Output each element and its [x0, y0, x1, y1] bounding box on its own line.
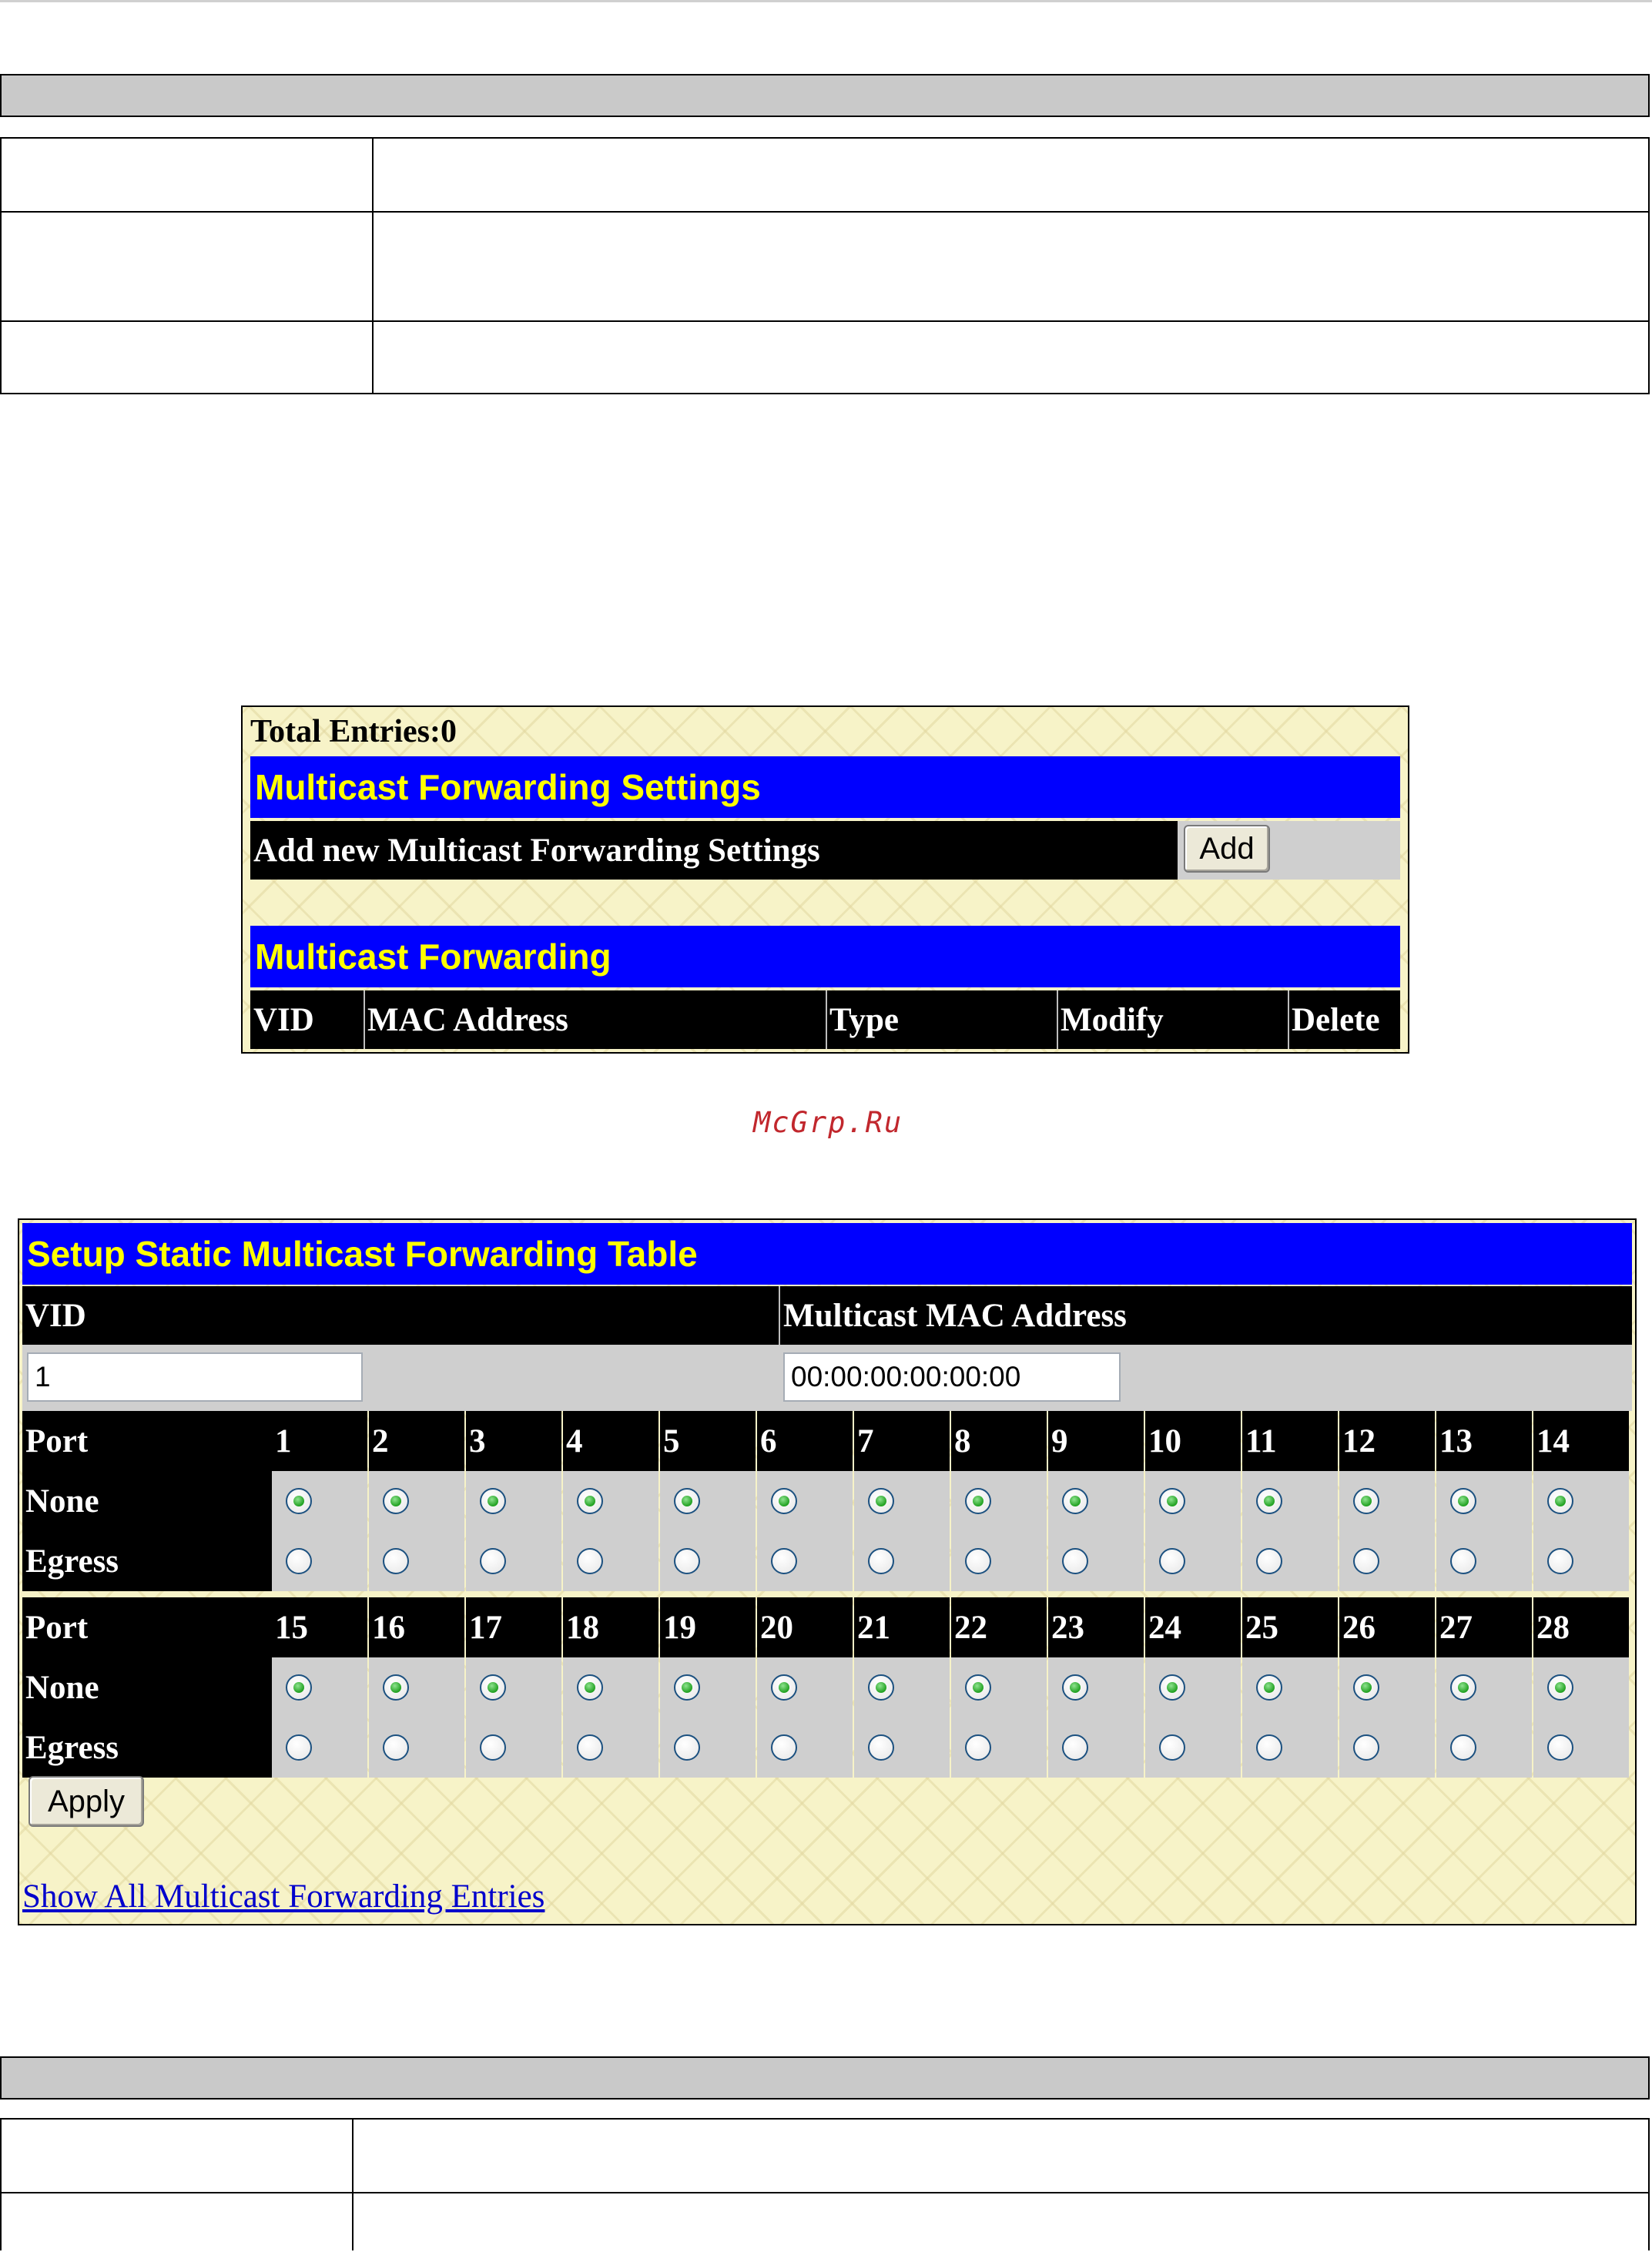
- port-number-header: 14: [1533, 1411, 1629, 1471]
- column-header-mac-address: MAC Address: [364, 990, 826, 1049]
- column-header-delete: Delete: [1288, 990, 1400, 1049]
- column-separator: [1288, 990, 1289, 1049]
- none-radio-port-12[interactable]: [1353, 1488, 1379, 1514]
- egress-radio-port-6[interactable]: [771, 1548, 797, 1574]
- radio-cell-none: [951, 1657, 1047, 1717]
- port-number-header: 24: [1145, 1597, 1241, 1657]
- none-radio-port-9[interactable]: [1062, 1488, 1088, 1514]
- radio-cell-none: [272, 1471, 367, 1531]
- port-number-header: 19: [660, 1597, 756, 1657]
- radio-cell-none: [757, 1471, 853, 1531]
- radio-cell-none: [1533, 1657, 1629, 1717]
- doc-table-1-row: [2, 213, 1648, 322]
- column-header-type: Type: [826, 990, 1057, 1049]
- radio-cell-none: [466, 1657, 561, 1717]
- column-separator: [364, 990, 365, 1049]
- column-header-vid: VID: [250, 990, 364, 1049]
- radio-cell-egress: [1145, 1717, 1241, 1778]
- port-number-header: 10: [1145, 1411, 1241, 1471]
- doc-table-1-column-divider: [372, 139, 374, 393]
- column-header-modify: Modify: [1057, 990, 1288, 1049]
- multicast-mac-input[interactable]: [783, 1352, 1121, 1402]
- radio-cell-none: [563, 1657, 658, 1717]
- none-radio-port-3[interactable]: [480, 1488, 506, 1514]
- row-label-none: None: [22, 1657, 272, 1717]
- none-radio-port-24[interactable]: [1159, 1674, 1185, 1701]
- radio-cell-egress: [1145, 1531, 1241, 1591]
- none-radio-port-5[interactable]: [674, 1488, 700, 1514]
- egress-radio-port-10[interactable]: [1159, 1548, 1185, 1574]
- radio-cell-none: [1048, 1471, 1144, 1531]
- watermark: McGrp.Ru: [753, 1106, 903, 1139]
- egress-radio-port-5[interactable]: [674, 1548, 700, 1574]
- none-radio-port-27[interactable]: [1450, 1674, 1476, 1701]
- radio-cell-egress: [369, 1531, 464, 1591]
- apply-button[interactable]: Apply: [28, 1776, 144, 1827]
- port-number-header: 23: [1048, 1597, 1144, 1657]
- port-number-header: 26: [1339, 1597, 1435, 1657]
- radio-cell-egress: [1533, 1531, 1629, 1591]
- add-settings-label: Add new Multicast Forwarding Settings: [250, 821, 1178, 880]
- doc-table-2-row: [2, 2120, 1648, 2193]
- radio-cell-none: [1533, 1471, 1629, 1531]
- egress-radio-port-16[interactable]: [383, 1734, 409, 1761]
- top-rule: [0, 0, 1652, 2]
- radio-cell-none: [369, 1657, 464, 1717]
- radio-cell-egress: [660, 1717, 756, 1778]
- none-radio-port-21[interactable]: [868, 1674, 894, 1701]
- add-button-cell: [1178, 821, 1400, 880]
- radio-cell-none: [660, 1657, 756, 1717]
- radio-cell-none: [466, 1471, 561, 1531]
- doc-table-1-row: [2, 139, 1648, 213]
- port-number-header: 6: [757, 1411, 853, 1471]
- egress-radio-port-1[interactable]: [286, 1548, 312, 1574]
- port-number-header: 7: [854, 1411, 950, 1471]
- radio-cell-none: [563, 1471, 658, 1531]
- port-number-header: 8: [951, 1411, 1047, 1471]
- port-number-header: 28: [1533, 1597, 1629, 1657]
- egress-radio-port-21[interactable]: [868, 1734, 894, 1761]
- port-number-header: 16: [369, 1597, 464, 1657]
- port-number-header: 3: [466, 1411, 561, 1471]
- egress-radio-port-27[interactable]: [1450, 1734, 1476, 1761]
- egress-radio-port-4[interactable]: [577, 1548, 603, 1574]
- column-separator: [779, 1286, 780, 1345]
- port-number-header: 11: [1242, 1411, 1338, 1471]
- row-label-egress: Egress: [22, 1531, 272, 1591]
- port-number-header: 4: [563, 1411, 658, 1471]
- egress-radio-port-9[interactable]: [1062, 1548, 1088, 1574]
- egress-radio-port-12[interactable]: [1353, 1548, 1379, 1574]
- radio-cell-egress: [1436, 1531, 1532, 1591]
- doc-table-1-row: [2, 322, 1648, 394]
- none-radio-port-16[interactable]: [383, 1674, 409, 1701]
- none-radio-port-22[interactable]: [965, 1674, 991, 1701]
- egress-radio-port-26[interactable]: [1353, 1734, 1379, 1761]
- radio-cell-none: [1145, 1471, 1241, 1531]
- radio-cell-egress: [1242, 1531, 1338, 1591]
- doc-table-1-header-bar: [0, 74, 1650, 117]
- none-radio-port-4[interactable]: [577, 1488, 603, 1514]
- doc-table-2-column-divider: [352, 2120, 354, 2250]
- none-radio-port-2[interactable]: [383, 1488, 409, 1514]
- none-radio-port-10[interactable]: [1159, 1488, 1185, 1514]
- egress-radio-port-18[interactable]: [577, 1734, 603, 1761]
- none-radio-port-20[interactable]: [771, 1674, 797, 1701]
- radio-cell-egress: [951, 1531, 1047, 1591]
- radio-cell-egress: [951, 1717, 1047, 1778]
- none-radio-port-19[interactable]: [674, 1674, 700, 1701]
- total-entries: Total Entries:0: [250, 714, 457, 749]
- radio-cell-egress: [1533, 1717, 1629, 1778]
- radio-cell-egress: [757, 1531, 853, 1591]
- none-radio-port-18[interactable]: [577, 1674, 603, 1701]
- forwarding-section-title: Multicast Forwarding: [250, 926, 1400, 987]
- none-radio-port-6[interactable]: [771, 1488, 797, 1514]
- radio-cell-none: [660, 1471, 756, 1531]
- none-radio-port-23[interactable]: [1062, 1674, 1088, 1701]
- none-radio-port-15[interactable]: [286, 1674, 312, 1701]
- egress-radio-port-19[interactable]: [674, 1734, 700, 1761]
- port-number-header: 5: [660, 1411, 756, 1471]
- port-number-header: 18: [563, 1597, 658, 1657]
- radio-cell-none: [1436, 1471, 1532, 1531]
- port-number-header: 21: [854, 1597, 950, 1657]
- radio-cell-none: [369, 1471, 464, 1531]
- radio-cell-egress: [272, 1531, 367, 1591]
- radio-cell-none: [951, 1471, 1047, 1531]
- radio-cell-none: [1048, 1657, 1144, 1717]
- port-grid: [22, 1411, 1632, 1784]
- egress-radio-port-17[interactable]: [480, 1734, 506, 1761]
- setup-static-multicast-panel: [18, 1218, 1637, 1925]
- radio-cell-egress: [1242, 1717, 1338, 1778]
- egress-radio-port-8[interactable]: [965, 1548, 991, 1574]
- vid-label: VID: [22, 1286, 780, 1345]
- row-label-none: None: [22, 1471, 272, 1531]
- input-row: [22, 1345, 1632, 1411]
- radio-cell-egress: [272, 1717, 367, 1778]
- radio-cell-none: [1242, 1657, 1338, 1717]
- port-number-header: 15: [272, 1597, 367, 1657]
- row-label-port: Port: [22, 1411, 272, 1471]
- radio-cell-none: [854, 1657, 950, 1717]
- egress-radio-port-22[interactable]: [965, 1734, 991, 1761]
- none-radio-port-13[interactable]: [1450, 1488, 1476, 1514]
- radio-cell-none: [272, 1657, 367, 1717]
- egress-radio-port-2[interactable]: [383, 1548, 409, 1574]
- multicast-forwarding-panel: [241, 705, 1409, 1054]
- radio-cell-egress: [854, 1531, 950, 1591]
- none-radio-port-26[interactable]: [1353, 1674, 1379, 1701]
- port-number-header: 2: [369, 1411, 464, 1471]
- egress-radio-port-7[interactable]: [868, 1548, 894, 1574]
- radio-cell-none: [1242, 1471, 1338, 1531]
- radio-cell-egress: [563, 1531, 658, 1591]
- settings-section-title: Multicast Forwarding Settings: [250, 756, 1400, 818]
- setup-table-title: Setup Static Multicast Forwarding Table: [22, 1223, 1632, 1285]
- radio-cell-egress: [1048, 1531, 1144, 1591]
- radio-cell-egress: [466, 1531, 561, 1591]
- radio-cell-none: [1436, 1657, 1532, 1717]
- add-button[interactable]: Add: [1184, 825, 1270, 873]
- radio-cell-none: [757, 1657, 853, 1717]
- doc-table-1: [0, 137, 1650, 394]
- none-radio-port-28[interactable]: [1547, 1674, 1573, 1701]
- none-radio-port-14[interactable]: [1547, 1488, 1573, 1514]
- radio-cell-egress: [1339, 1531, 1435, 1591]
- egress-radio-port-20[interactable]: [771, 1734, 797, 1761]
- doc-table-2: [0, 2118, 1650, 2250]
- radio-cell-none: [1339, 1657, 1435, 1717]
- none-radio-port-7[interactable]: [868, 1488, 894, 1514]
- multicast-mac-label: Multicast MAC Address: [780, 1286, 1632, 1345]
- radio-cell-none: [1339, 1471, 1435, 1531]
- port-number-header: 13: [1436, 1411, 1532, 1471]
- radio-cell-egress: [1436, 1717, 1532, 1778]
- egress-radio-port-23[interactable]: [1062, 1734, 1088, 1761]
- port-number-header: 17: [466, 1597, 561, 1657]
- doc-table-2-row: [2, 2193, 1648, 2252]
- port-number-header: 1: [272, 1411, 367, 1471]
- radio-cell-egress: [563, 1717, 658, 1778]
- egress-radio-port-28[interactable]: [1547, 1734, 1573, 1761]
- none-radio-port-8[interactable]: [965, 1488, 991, 1514]
- row-label-egress: Egress: [22, 1717, 272, 1778]
- radio-cell-egress: [369, 1717, 464, 1778]
- egress-radio-port-3[interactable]: [480, 1548, 506, 1574]
- port-number-header: 25: [1242, 1597, 1338, 1657]
- none-radio-port-1[interactable]: [286, 1488, 312, 1514]
- vid-input[interactable]: [27, 1352, 363, 1402]
- radio-cell-egress: [1339, 1717, 1435, 1778]
- none-radio-port-11[interactable]: [1256, 1488, 1282, 1514]
- egress-radio-port-11[interactable]: [1256, 1548, 1282, 1574]
- radio-cell-egress: [466, 1717, 561, 1778]
- column-separator: [1057, 990, 1058, 1049]
- radio-cell-none: [854, 1471, 950, 1531]
- radio-cell-egress: [757, 1717, 853, 1778]
- egress-radio-port-25[interactable]: [1256, 1734, 1282, 1761]
- egress-radio-port-24[interactable]: [1159, 1734, 1185, 1761]
- doc-table-2-header-bar: [0, 2056, 1650, 2100]
- none-radio-port-17[interactable]: [480, 1674, 506, 1701]
- column-separator: [826, 990, 827, 1049]
- port-number-header: 9: [1048, 1411, 1144, 1471]
- show-all-entries-link[interactable]: Show All Multicast Forwarding Entries: [22, 1878, 545, 1915]
- egress-radio-port-15[interactable]: [286, 1734, 312, 1761]
- radio-cell-none: [1145, 1657, 1241, 1717]
- egress-radio-port-13[interactable]: [1450, 1548, 1476, 1574]
- radio-cell-egress: [854, 1717, 950, 1778]
- port-number-header: 20: [757, 1597, 853, 1657]
- port-number-header: 27: [1436, 1597, 1532, 1657]
- radio-cell-egress: [660, 1531, 756, 1591]
- egress-radio-port-14[interactable]: [1547, 1548, 1573, 1574]
- port-number-header: 12: [1339, 1411, 1435, 1471]
- port-number-header: 22: [951, 1597, 1047, 1657]
- radio-cell-egress: [1048, 1717, 1144, 1778]
- row-label-port: Port: [22, 1597, 272, 1657]
- none-radio-port-25[interactable]: [1256, 1674, 1282, 1701]
